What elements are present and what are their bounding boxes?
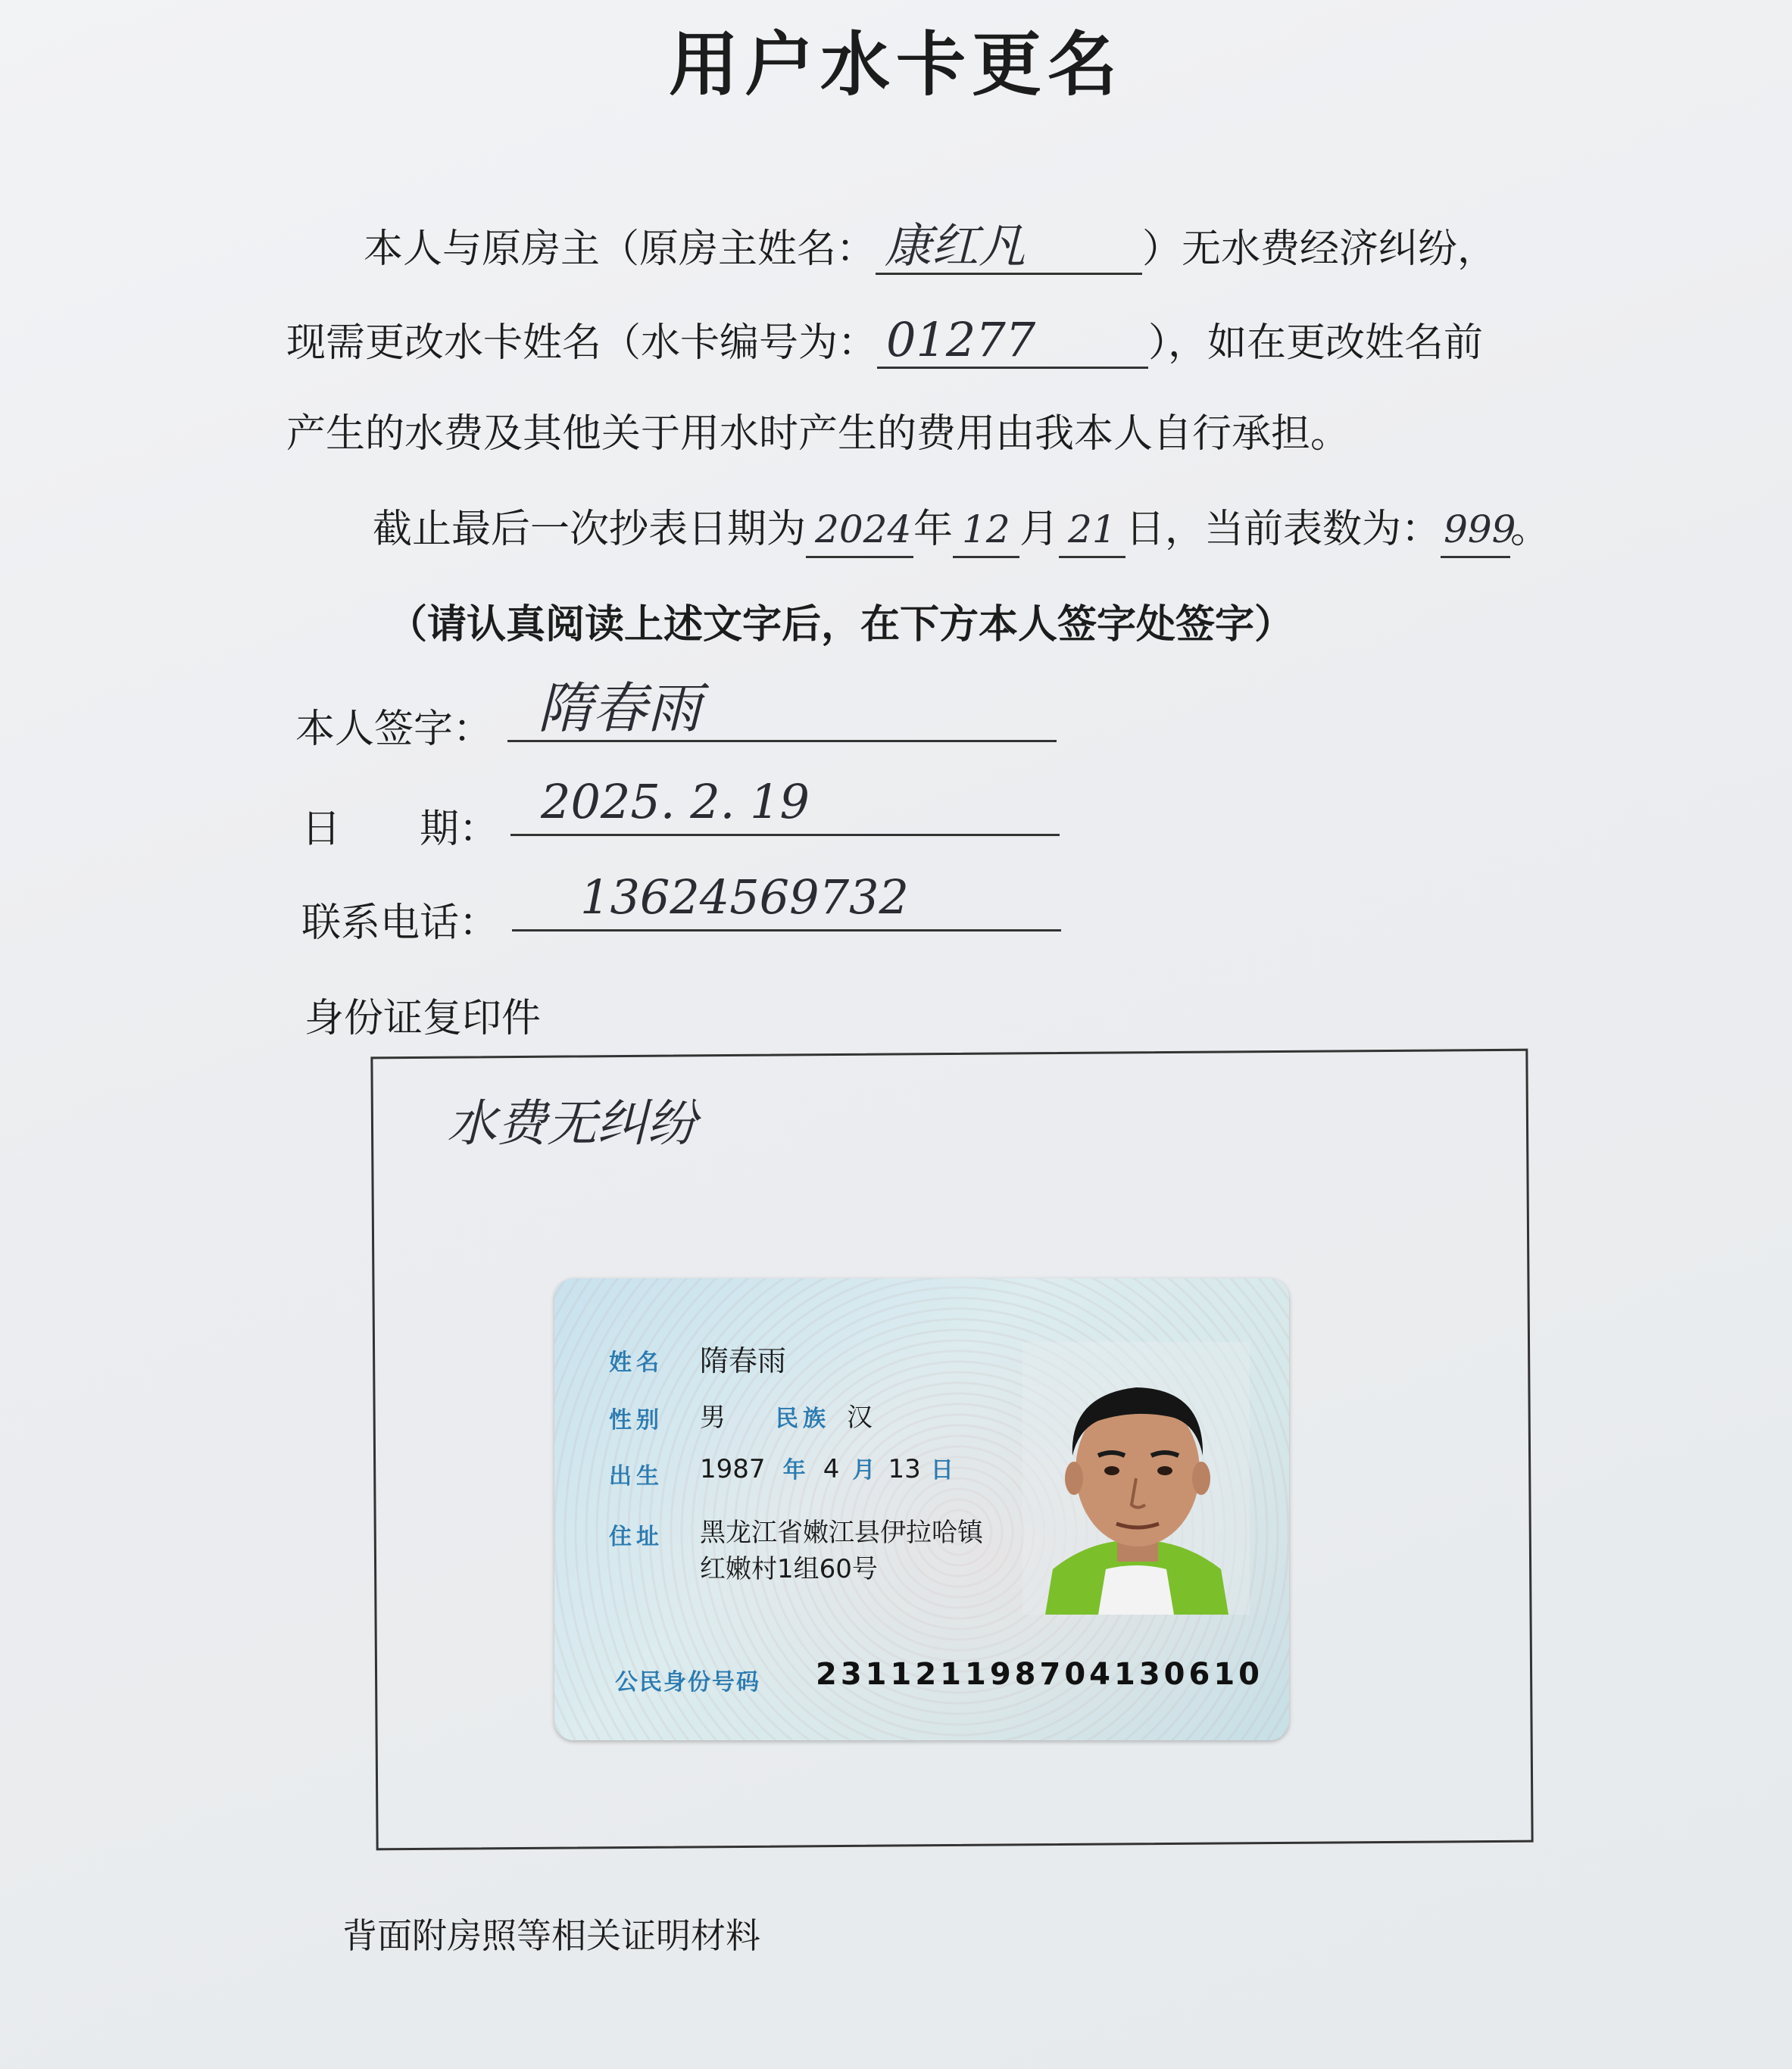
reading-month: 12 (953, 503, 1019, 558)
phone-value: 13624569732 (512, 871, 1061, 932)
meter-suffix: 。 (1510, 507, 1550, 552)
phone-label: 联系电话： (301, 900, 499, 946)
signature-label: 本人签字： (295, 707, 493, 752)
id-gender-label: 性别 (609, 1407, 663, 1434)
document-title: 用户水卡更名 (668, 24, 1123, 105)
line-2-suffix: ），如在更改姓名前 (1148, 320, 1484, 366)
month-unit: 月 (1019, 507, 1060, 552)
signature-value: 隋春雨 (507, 682, 1057, 742)
date-value: 2025. 2. 19 (510, 775, 1060, 836)
id-number-label: 公民身份号码 (615, 1669, 760, 1696)
id-portrait-photo (1022, 1342, 1250, 1615)
id-ethnicity-label: 民族 (776, 1406, 830, 1432)
footer-note: 背面附房照等相关证明材料 (342, 1915, 760, 1956)
original-owner-name: 康红凡 (876, 220, 1142, 275)
paragraph-line-2 (286, 314, 1483, 370)
paragraph-line-1 (364, 220, 1497, 276)
id-birth-day: 13 (888, 1454, 921, 1484)
id-birth-year: 1987 (700, 1454, 766, 1484)
id-birth-row (700, 1451, 954, 1484)
id-name-value: 隋春雨 (700, 1344, 787, 1378)
year-unit: 年 (913, 507, 954, 552)
line-1-suffix: ）无水费经济纠纷， (1142, 226, 1497, 272)
reading-year: 2024 (806, 503, 913, 558)
line-4-prefix: 截止最后一次抄表日期为 (373, 507, 807, 552)
paragraph-line-4 (373, 503, 1550, 558)
day-unit: 日，当前表数为： (1125, 507, 1441, 552)
id-month-char: 月 (852, 1457, 876, 1484)
id-day-char: 日 (930, 1457, 954, 1484)
id-address-line-2: 红嫩村1组60号 (700, 1554, 878, 1584)
id-ethnicity-value: 汉 (847, 1403, 873, 1433)
id-gender-value: 男 (700, 1403, 726, 1433)
meter-reading: 999 (1441, 503, 1510, 558)
line-1-prefix: 本人与原房主（原房主姓名： (364, 226, 876, 272)
id-copy-label: 身份证复印件 (304, 996, 542, 1041)
id-name-label: 姓名 (609, 1350, 663, 1376)
id-birth-label: 出生 (609, 1463, 663, 1490)
id-address-label: 住址 (609, 1524, 663, 1550)
id-year-char: 年 (782, 1457, 806, 1484)
paragraph-line-3 (286, 407, 1350, 460)
instruction-text: （请认真阅读上述文字后，在下方本人签字处签字） (388, 602, 1294, 648)
id-address-line-1: 黑龙江省嫩江县伊拉哈镇 (700, 1518, 983, 1548)
line-3-text: 产生的水费及其他关于用水时产生的费用由我本人自行承担。 (286, 411, 1350, 457)
line-2-prefix: 现需更改水卡姓名（水卡编号为： (286, 320, 878, 366)
id-birth-month: 4 (823, 1454, 840, 1484)
reading-day: 21 (1059, 503, 1125, 558)
id-number-value: 231121198704130610 (816, 1657, 1263, 1692)
date-label: 日 期： (301, 807, 499, 852)
water-card-number: 01277 (877, 314, 1148, 369)
id-card-image (554, 1278, 1289, 1740)
box-handwritten-note: 水费无纠纷 (447, 1094, 697, 1153)
